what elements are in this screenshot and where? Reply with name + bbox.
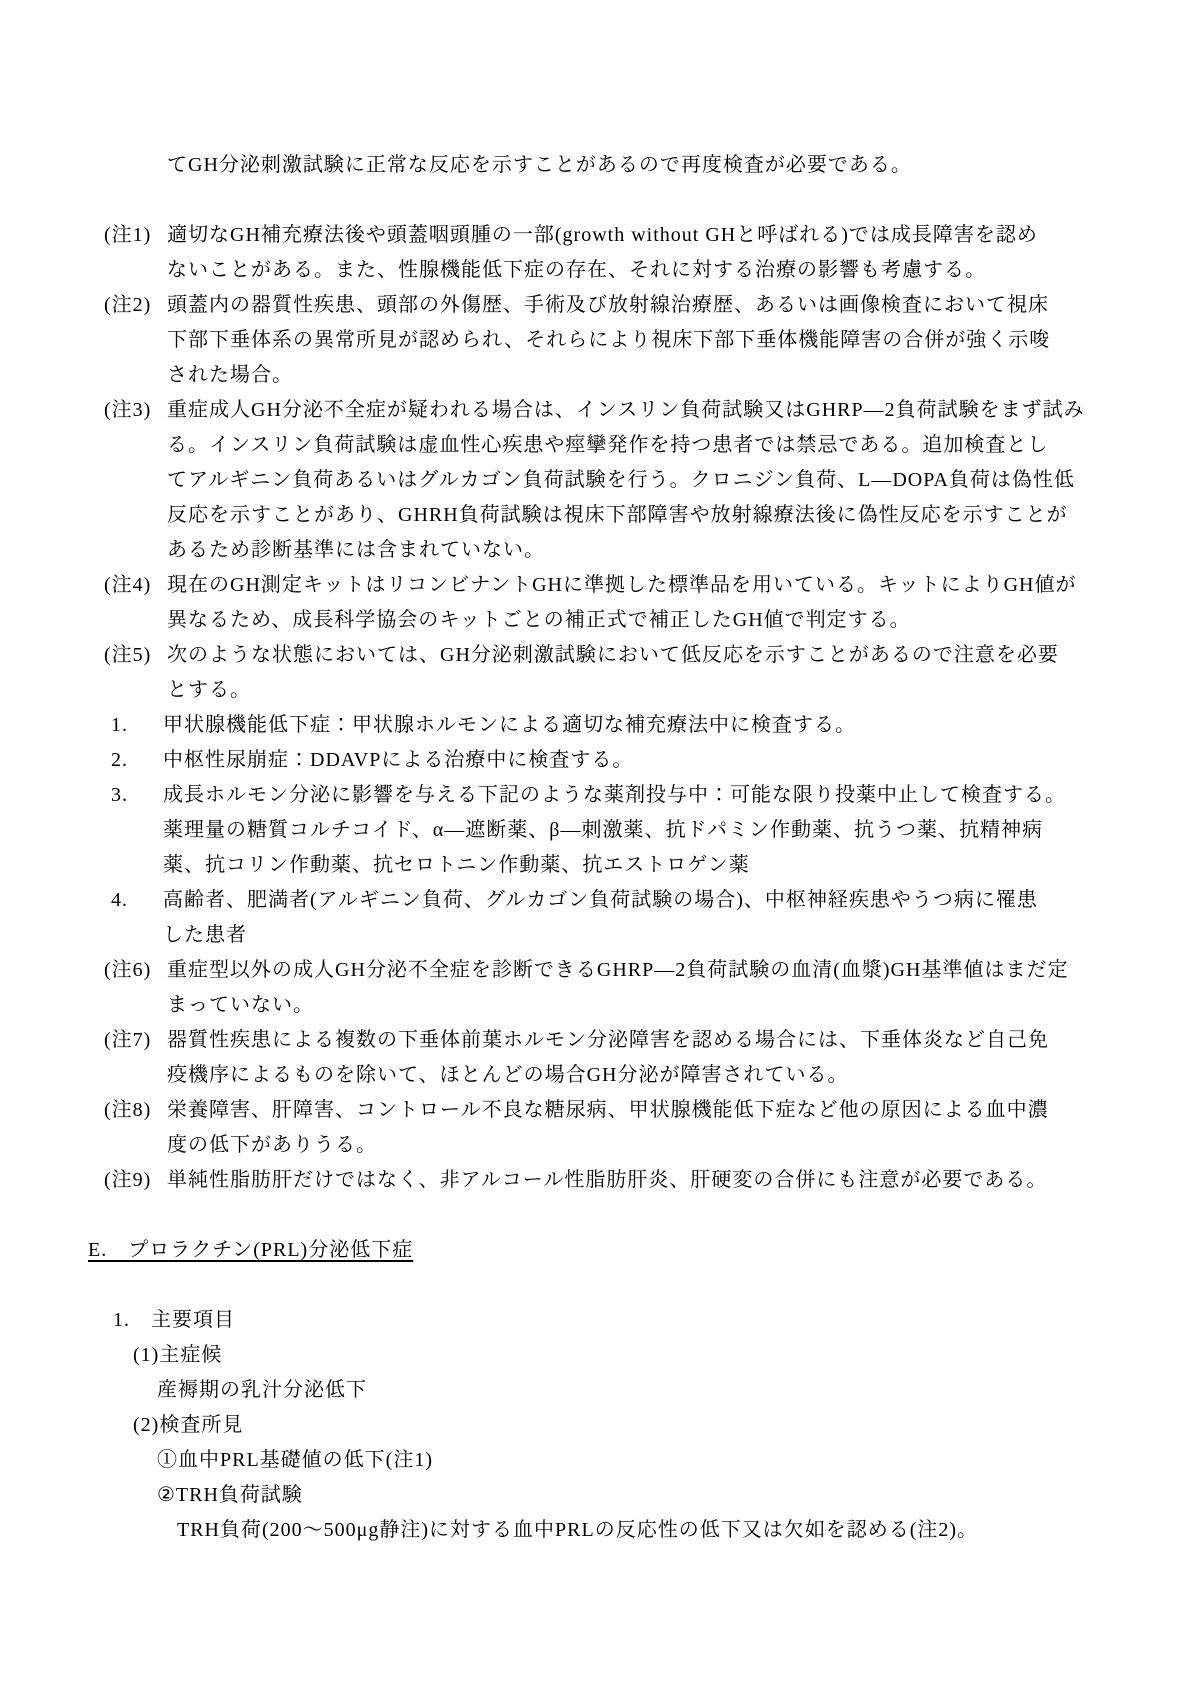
section-item-label: 1. 主要項目 — [113, 1309, 235, 1331]
note-tag: (注5) — [104, 644, 152, 666]
list-item-continuation-line: した患者 — [163, 924, 247, 946]
note-text: 重症型以外の成人GH分泌不全症を診断できるGHRP―2負荷試験の血清(血漿)GH基準値はまだ定 — [167, 959, 1069, 981]
note-line — [0, 953, 1181, 988]
list-item-number: 3. — [111, 784, 128, 806]
note-text: 次のような状態においては、GH分泌刺激試験において低反応を示すことがあるので注意を必要 — [167, 644, 1059, 666]
note-continuation-line: 度の低下がありうる。 — [167, 1134, 377, 1156]
note-tag: (注4) — [104, 574, 152, 596]
list-item-continuation-line: 薬、抗コリン作動薬、抗セロトニン作動薬、抗エストロゲン薬 — [163, 854, 750, 876]
list-item-line — [0, 778, 1181, 813]
note-line — [0, 1093, 1181, 1128]
section-heading: E. プロラクチン(PRL)分泌低下症 — [88, 1239, 414, 1261]
list-item-line — [0, 883, 1181, 918]
list-item-text: 高齢者、肥満者(アルギニン負荷、グルカゴン負荷試験の場合)、中枢神経疾患やうつ病に罹患 — [163, 889, 1038, 911]
note-line — [0, 638, 1181, 673]
note-line — [0, 1163, 1181, 1198]
list-item-text: 甲状腺機能低下症：甲状腺ホルモンによる適切な補充療法中に検査する。 — [163, 714, 856, 736]
list-item-number: 4. — [111, 889, 128, 911]
note-continuation-line: ないことがある。また、性腺機能低下症の存在、それに対する治療の影響も考慮する。 — [167, 259, 986, 281]
note-text: 適切なGH補充療法後や頭蓋咽頭腫の一部(growth without GHと呼ばれる)では成長障害を認め — [167, 224, 1038, 246]
list-item-text: 中枢性尿崩症：DDAVPによる治療中に検査する。 — [163, 749, 634, 771]
note-text: 現在のGH測定キットはリコンビナントGHに準拠した標準品を用いている。キットによりGH値が — [167, 574, 1077, 596]
note-continuation-line: 疫機序によるものを除いて、ほとんどの場合GH分泌が障害されている。 — [167, 1064, 849, 1086]
note-line — [0, 288, 1181, 323]
note-tag: (注1) — [104, 224, 152, 246]
note-text: 栄養障害、肝障害、コントロール不良な糖尿病、甲状腺機能低下症など他の原因による血中濃 — [167, 1099, 1049, 1121]
intro-continuation-line: てGH分泌刺激試験に正常な反応を示すことがあるので再度検査が必要である。 — [167, 154, 912, 176]
list-item-line — [0, 708, 1181, 743]
list-item-continuation-line: 薬理量の糖質コルチコイド、α―遮断薬、β―刺激薬、抗ドパミン作動薬、抗うつ薬、抗精神病 — [163, 819, 1044, 841]
subsection-label: (2)検査所見 — [133, 1414, 244, 1436]
note-text: 頭蓋内の器質性疾患、頭部の外傷歴、手術及び放射線治療歴、あるいは画像検査において視床 — [167, 294, 1049, 316]
note-continuation-line: 異なるため、成長科学協会のキットごとの補正式で補正したGH値で判定する。 — [167, 609, 911, 631]
note-line — [0, 218, 1181, 253]
note-line — [0, 1023, 1181, 1058]
note-continuation-line: 反応を示すことがあり、GHRH負荷試験は視床下部障害や放射線療法後に偽性反応を示すことが — [167, 504, 1068, 526]
subsection-text: 産褥期の乳汁分泌低下 — [157, 1379, 367, 1401]
subsection-label: (1)主症候 — [133, 1344, 223, 1366]
note-tag: (注2) — [104, 294, 152, 316]
finding-line: ②TRH負荷試験 — [157, 1484, 303, 1506]
finding-detail-line: TRH負荷(200〜500μg静注)に対する血中PRLの反応性の低下又は欠如を認める(注2)。 — [177, 1519, 979, 1541]
note-tag: (注7) — [104, 1029, 152, 1051]
note-line — [0, 568, 1181, 603]
note-tag: (注9) — [104, 1169, 152, 1191]
note-tag: (注6) — [104, 959, 152, 981]
list-item-number: 1. — [111, 714, 128, 736]
note-continuation-line: あるため診断基準には含まれていない。 — [167, 539, 545, 561]
note-continuation-line: とする。 — [167, 679, 251, 701]
note-continuation-line: る。インスリン負荷試験は虚血性心疾患や痙攣発作を持つ患者では禁忌である。追加検査とし — [167, 434, 1049, 456]
note-continuation-line: てアルギニン負荷あるいはグルカゴン負荷試験を行う。クロニジン負荷、L―DOPA負荷は偽性低 — [167, 469, 1075, 491]
document-body — [0, 148, 1181, 1548]
note-text: 器質性疾患による複数の下垂体前葉ホルモン分泌障害を認める場合には、下垂体炎など自己免 — [167, 1029, 1049, 1051]
note-line — [0, 393, 1181, 428]
note-tag: (注8) — [104, 1099, 152, 1121]
list-item-number: 2. — [111, 749, 128, 771]
note-tag: (注3) — [104, 399, 152, 421]
note-continuation-line: 下部下垂体系の異常所見が認められ、それらにより視床下部下垂体機能障害の合併が強く示唆 — [167, 329, 1051, 351]
section-heading-row — [0, 1233, 1181, 1268]
finding-line: ①血中PRL基礎値の低下(注1) — [157, 1449, 433, 1471]
list-item-line — [0, 743, 1181, 778]
note-text: 単純性脂肪肝だけではなく、非アルコール性脂肪肝炎、肝硬変の合併にも注意が必要である。 — [167, 1169, 1048, 1191]
note-continuation-line: された場合。 — [167, 364, 293, 386]
note-continuation-line: まっていない。 — [167, 994, 314, 1016]
note-text: 重症成人GH分泌不全症が疑われる場合は、インスリン負荷試験又はGHRP―2負荷試験をまず試み — [167, 399, 1085, 421]
list-item-text: 成長ホルモン分泌に影響を与える下記のような薬剤投与中：可能な限り投薬中止して検査する。 — [163, 784, 1066, 806]
